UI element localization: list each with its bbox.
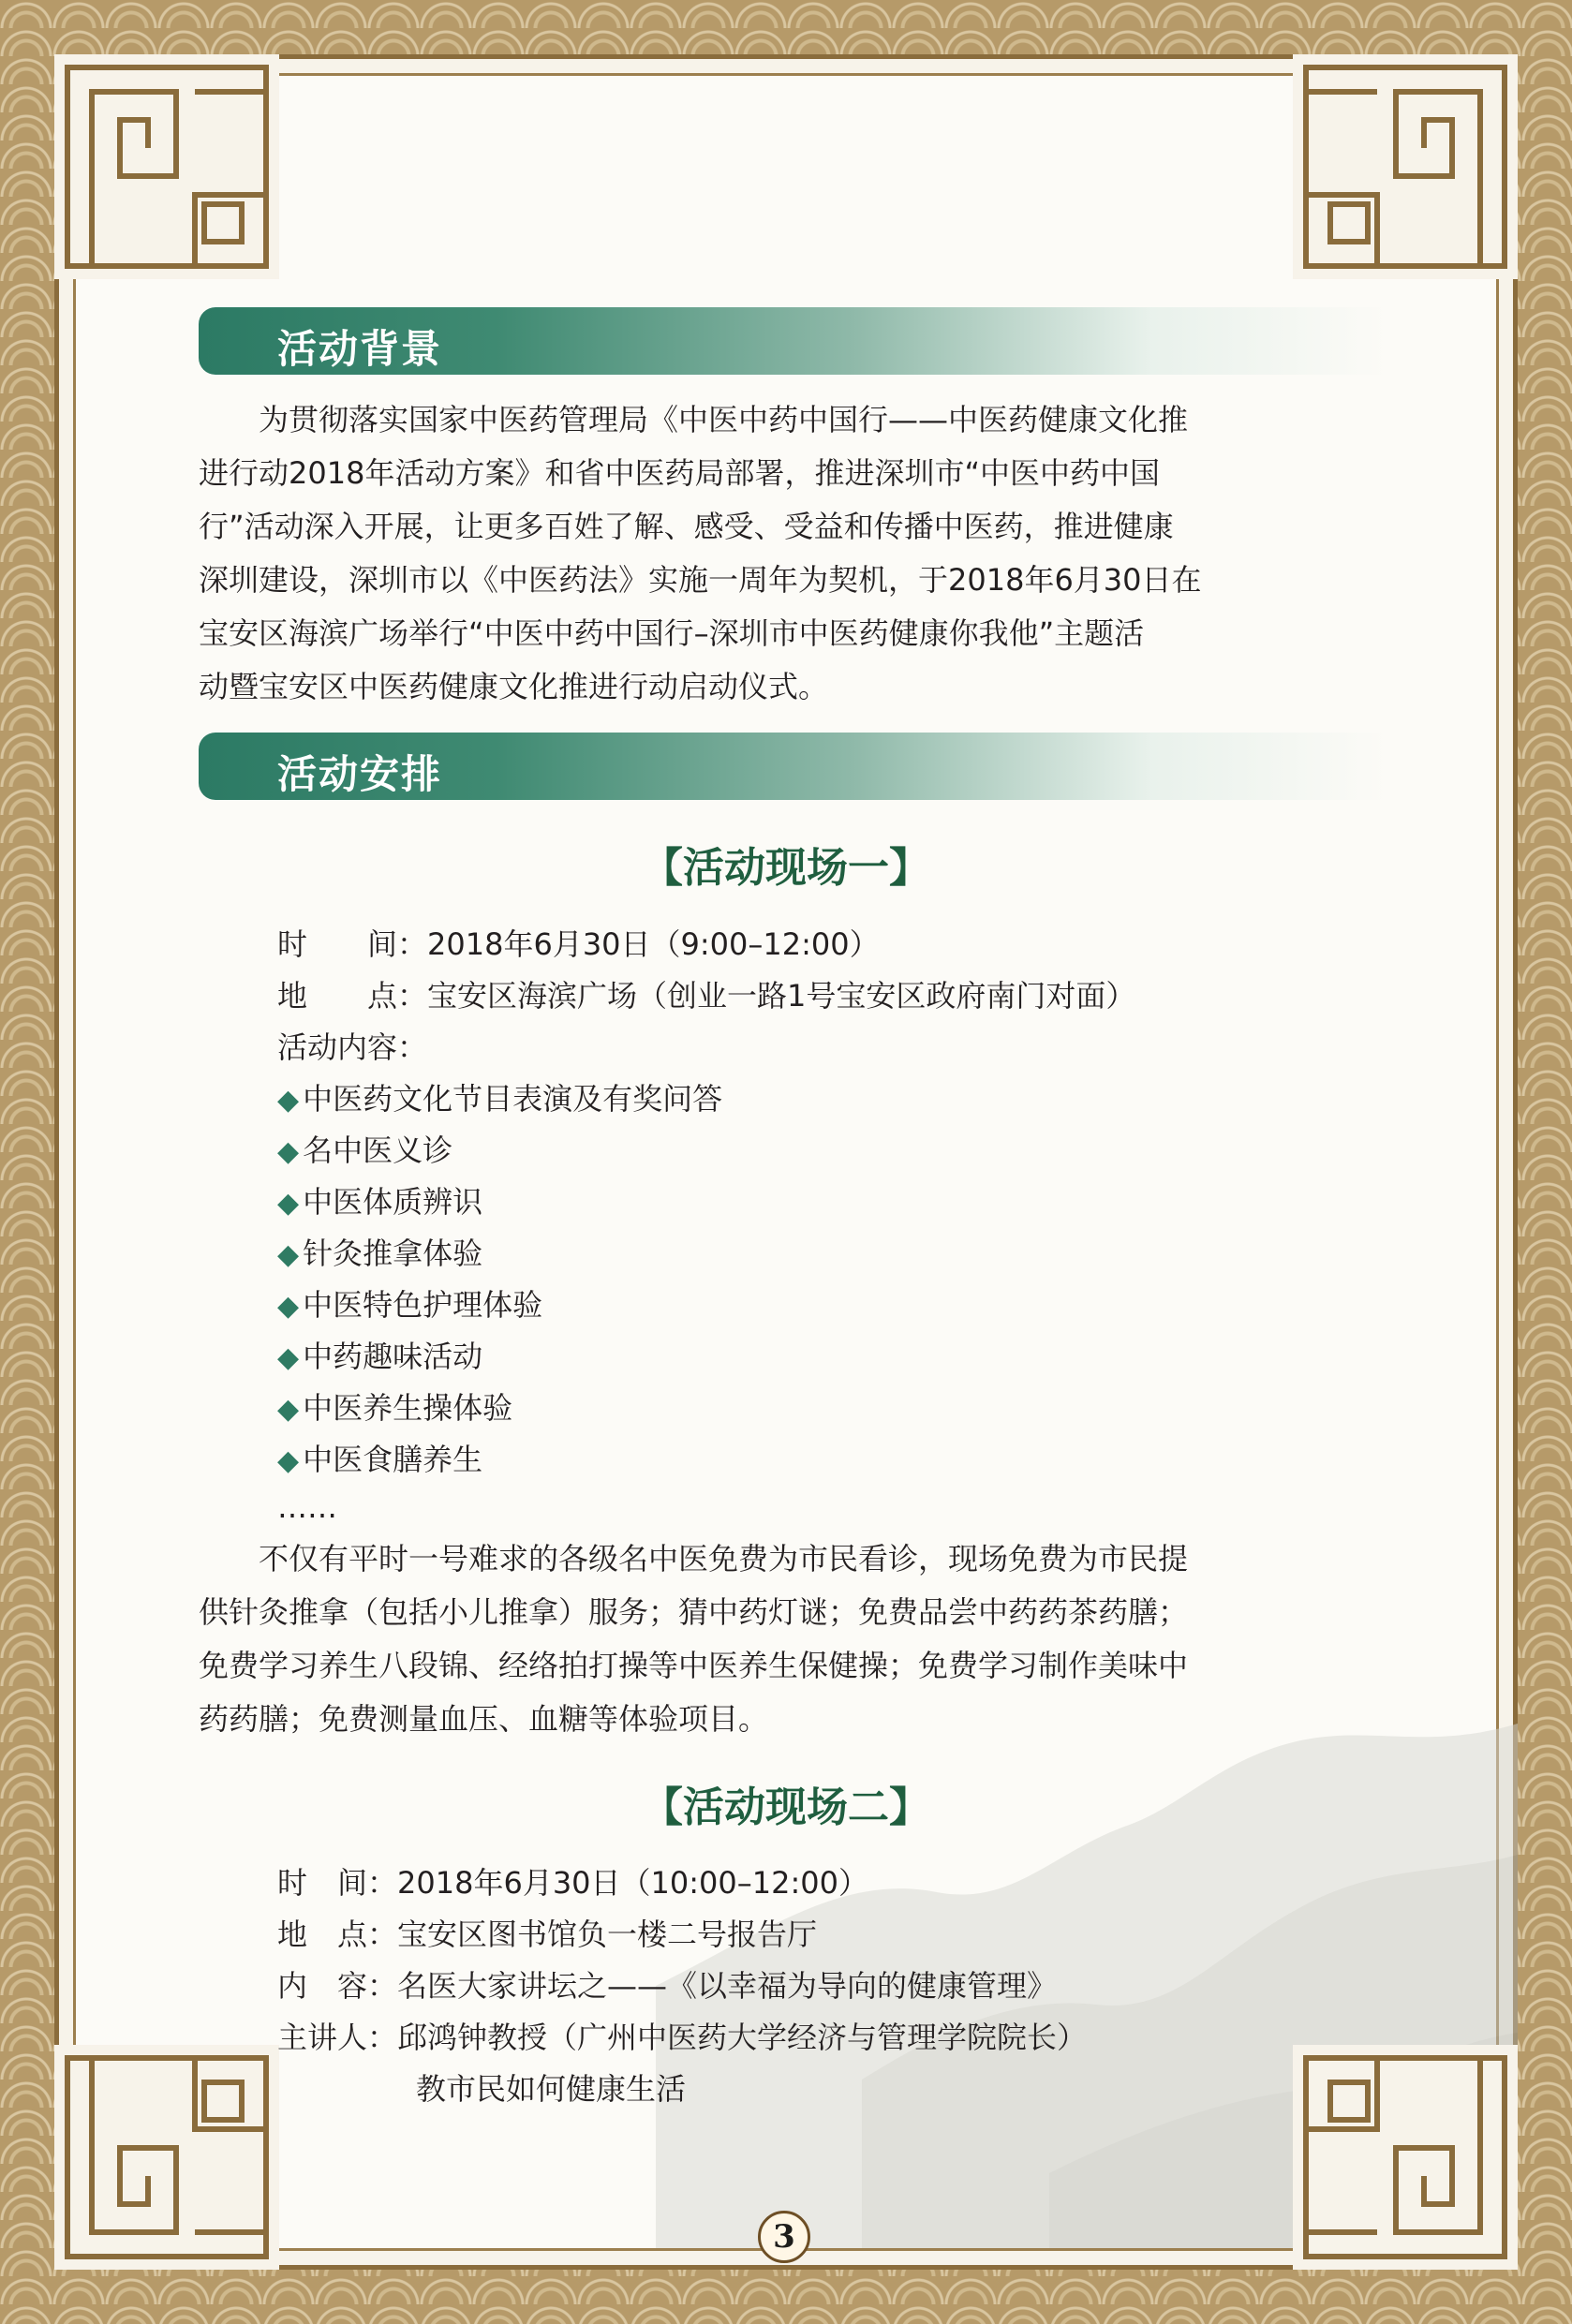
diamond-bullet-icon: ◆ [277,1084,300,1117]
diamond-bullet-icon: ◆ [277,1341,300,1374]
venue-two-speaker [277,2014,1087,2057]
section-heading-background [199,307,1388,375]
venue-one-place-label: 地 点： [277,978,428,1014]
venue-one-summary [199,1532,1379,1746]
activity-item-text: 中医特色护理体验 [303,1287,543,1323]
section-heading-background-text: 活动背景 [277,326,443,372]
activity-list-item [277,1384,512,1428]
venue-two-place [277,1911,817,1954]
activity-list-item [277,1230,482,1273]
venue-two-speaker-value: 邱鸿钟教授（广州中医药大学经济与管理学院院长） [397,2020,1088,2055]
diamond-bullet-icon: ◆ [277,1135,300,1168]
diamond-bullet-icon: ◆ [277,1187,300,1220]
venue-two-speaker-label: 主讲人： [277,2020,398,2055]
activity-list-item [277,1333,482,1376]
page-number-badge [758,2211,814,2267]
diamond-bullet-icon: ◆ [277,1444,300,1477]
section-heading-arrangement [199,733,1388,800]
venue-one-time-value: 2018年6月30日（9:00–12:00） [427,926,880,962]
activity-item-text: 中医体质辨识 [303,1184,483,1220]
venue-two-content-value: 名医大家讲坛之——《以幸福为导向的健康管理》 [397,1968,1058,2004]
summary-line: 供针灸推拿（包括小儿推拿）服务；猜中药灯谜；免费品尝中药药茶药膳； [199,1594,1189,1630]
venue-one-time [277,921,880,964]
page-number: 3 [773,2218,795,2256]
venue-one-place [277,972,1135,1015]
activity-item-text: 针灸推拿体验 [303,1236,483,1271]
venue-two-time-label: 时 间： [277,1865,398,1901]
venue-two-title: 【活动现场二】 [642,1784,930,1831]
background-line: 深圳建设，深圳市以《中医药法》实施一周年为契机，于2018年6月30日在 [199,562,1202,598]
activity-item-text: 中医药文化节目表演及有奖问答 [303,1081,723,1117]
background-line: 行”活动深入开展，让更多百姓了解、感受、受益和传播中医药，推进健康 [199,509,1174,544]
summary-line: 不仅有平时一号难求的各级名中医免费为市民看诊，现场免费为市民提 [259,1541,1189,1576]
activity-list-item [277,1281,542,1325]
venue-two-time-value: 2018年6月30日（10:00–12:00） [397,1865,868,1901]
venue-one-title: 【活动现场一】 [642,844,930,892]
activity-list-item [277,1178,482,1221]
corner-ornament-top-left [54,54,279,279]
diamond-bullet-icon: ◆ [277,1393,300,1426]
venue-one-time-label: 时 间： [277,926,428,962]
venue-two-content [277,1962,1057,2006]
activity-item-text: 中药趣味活动 [303,1339,483,1374]
activity-list-item [277,1075,722,1118]
section-heading-arrangement-text: 活动安排 [277,751,443,797]
activity-list-item [277,1436,482,1479]
background-line: 进行动2018年活动方案》和省中医药局部署，推进深圳市“中医中药中国 [199,455,1161,491]
activity-item-text: 名中医义诊 [303,1132,453,1168]
venue-two-place-label: 地 点： [277,1917,398,1952]
venue-two-time [277,1859,868,1902]
background-paragraph [199,393,1379,714]
diamond-bullet-icon: ◆ [277,1238,300,1271]
summary-line: 药药膳；免费测量血压、血糖等体验项目。 [199,1701,769,1737]
background-line: 为贯彻落实国家中医药管理局《中医中药中国行——中医药健康文化推 [259,402,1189,437]
activity-list-item [277,1127,452,1170]
corner-ornament-bottom-left [54,2045,279,2270]
activity-item-text: 中医养生操体验 [303,1390,513,1426]
venue-one-content-label: 活动内容： [277,1029,428,1065]
activity-list-ellipsis: …… [277,1489,337,1525]
corner-ornament-top-right [1293,54,1518,279]
venue-two-content-label: 内 容： [277,1968,398,2004]
corner-ornament-bottom-right [1293,2045,1518,2270]
summary-line: 免费学习养生八段锦、经络拍打操等中医养生保健操；免费学习制作美味中 [199,1648,1189,1683]
diamond-bullet-icon: ◆ [277,1290,300,1323]
venue-two-place-value: 宝安区图书馆负一楼二号报告厅 [397,1917,818,1952]
activity-item-text: 中医食膳养生 [303,1442,483,1477]
venue-one-place-value: 宝安区海滨广场（创业一路1号宝安区政府南门对面） [427,978,1136,1014]
background-line: 宝安区海滨广场举行“中医中药中国行–深圳市中医药健康你我他”主题活 [199,615,1145,651]
venue-two-speaker-extra: 教市民如何健康生活 [416,2071,687,2107]
background-line: 动暨宝安区中医药健康文化推进行动启动仪式。 [199,669,829,704]
